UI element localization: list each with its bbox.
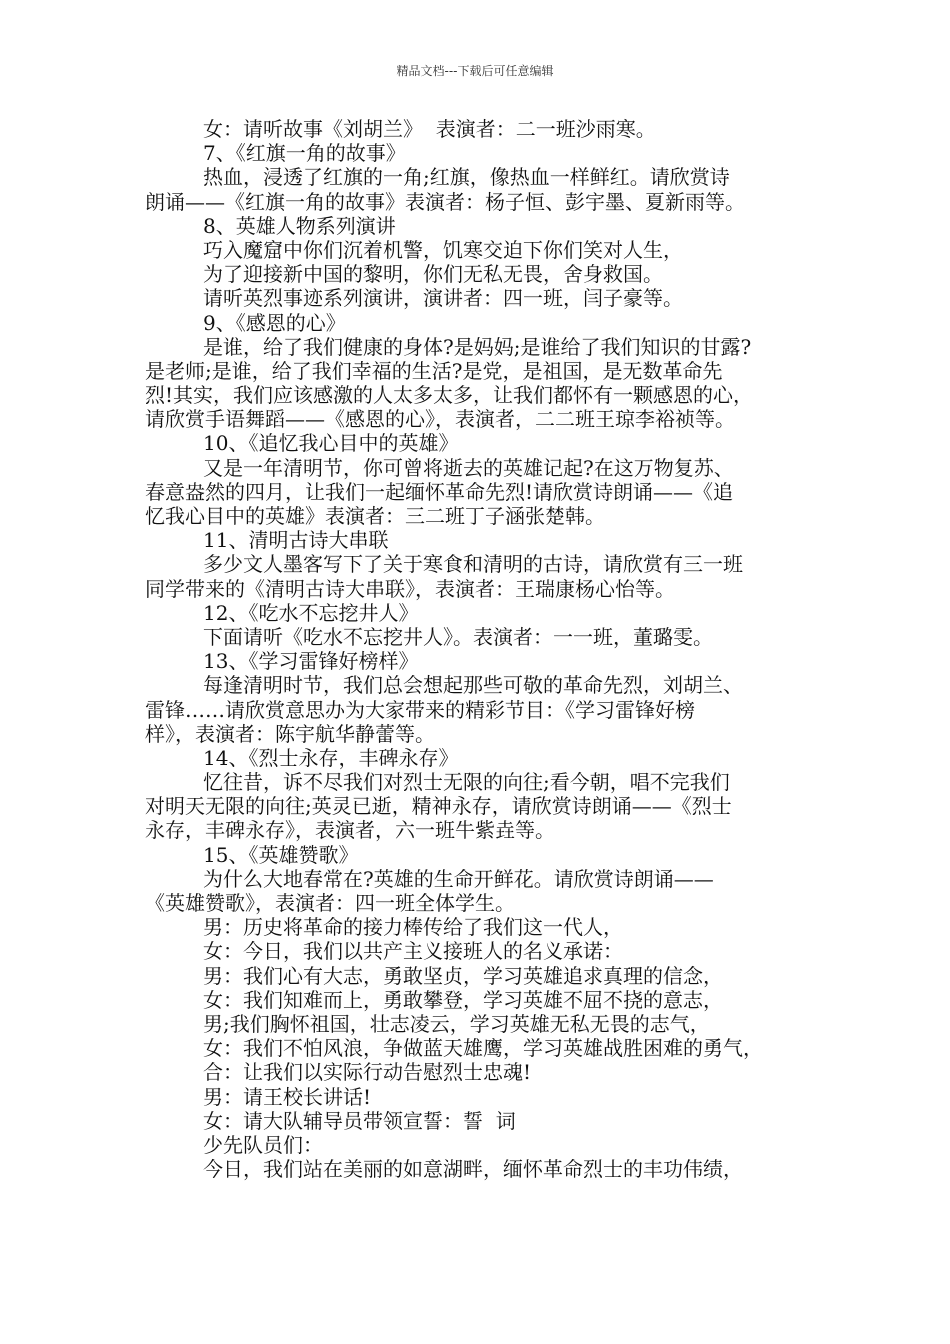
text-line: 又是一年清明节，你可曾将逝去的英雄记起?在这万物复苏、 bbox=[203, 455, 734, 480]
page-header: 精品文档---下载后可任意编辑 bbox=[396, 64, 554, 78]
text-line: 合：让我们以实际行动告慰烈士忠魂! bbox=[203, 1060, 532, 1085]
text-line: 12、《吃水不忘挖井人》 bbox=[203, 600, 419, 625]
text-line: 8、英雄人物系列演讲 bbox=[203, 213, 396, 238]
text-line: 女：请听故事《刘胡兰》 表演者：二一班沙雨寒。 bbox=[203, 117, 656, 141]
text-line: 少先队员们： bbox=[203, 1132, 323, 1157]
text-line: 9、《感恩的心》 bbox=[203, 310, 346, 335]
text-line: 女：请大队辅导员带领宣誓：誓 词 bbox=[203, 1108, 516, 1133]
text-line: 《英雄赞歌》，表演者：四一班全体学生。 bbox=[145, 891, 515, 915]
text-line: 同学带来的《清明古诗大串联》，表演者：王瑞康杨心怡等。 bbox=[145, 576, 675, 601]
text-line: 是老师;是谁，给了我们幸福的生活?是党，是祖国，是无数革命先 bbox=[145, 358, 723, 383]
document-body bbox=[145, 117, 825, 1181]
text-line: 忆往昔，诉不尽我们对烈士无限的向往;看今朝，唱不完我们 bbox=[203, 770, 730, 795]
text-line: 请欣赏手语舞蹈——《感恩的心》，表演者，二二班王琼李裕祯等。 bbox=[145, 407, 735, 432]
text-line: 多少文人墨客写下了关于寒食和清明的古诗，请欣赏有三一班 bbox=[203, 552, 743, 577]
text-line: 女：我们不怕风浪，争做蓝天雄鹰，学习英雄战胜困难的勇气， bbox=[203, 1036, 763, 1061]
text-line: 7、《红旗一角的故事》 bbox=[203, 141, 406, 166]
text-line: 男：我们心有大志，勇敢坚贞，学习英雄追求真理的信念， bbox=[203, 963, 723, 988]
text-line: 男;我们胸怀祖国，壮志凌云，学习英雄无私无畏的志气， bbox=[203, 1011, 710, 1036]
text-line: 对明天无限的向往;英灵已逝，精神永存，请欣赏诗朗诵——《烈士 bbox=[145, 794, 732, 819]
text-line: 每逢清明时节，我们总会想起那些可敬的革命先烈，刘胡兰、 bbox=[203, 673, 743, 698]
text-line: 11、清明古诗大串联 bbox=[203, 528, 389, 553]
text-line: 男：请王校长讲话! bbox=[203, 1084, 372, 1109]
text-line: 请听英烈事迹系列演讲，演讲者：四一班，闫子豪等。 bbox=[203, 286, 683, 311]
text-line: 今日，我们站在美丽的如意湖畔，缅怀革命烈士的丰功伟绩， bbox=[203, 1157, 743, 1182]
text-line: 女：我们知难而上，勇敢攀登，学习英雄不屈不挠的意志， bbox=[203, 987, 723, 1012]
text-line: 朗诵——《红旗一角的故事》表演者：杨子恒、彭宇墨、夏新雨等。 bbox=[145, 189, 745, 214]
text-line: 热血，浸透了红旗的一角;红旗，像热血一样鲜红。请欣赏诗 bbox=[203, 165, 730, 190]
text-line: 是谁，给了我们健康的身体?是妈妈;是谁给了我们知识的甘露? bbox=[203, 334, 752, 359]
text-line: 样》，表演者：陈宇航华静蕾等。 bbox=[145, 721, 435, 746]
text-line: 10、《追忆我心目中的英雄》 bbox=[203, 431, 459, 456]
text-line: 永存，丰碑永存》，表演者，六一班牛紫垚等。 bbox=[145, 818, 555, 843]
text-line: 男：历史将革命的接力棒传给了我们这一代人， bbox=[203, 915, 623, 940]
text-line: 雷锋……请欣赏意思办为大家带来的精彩节目：《学习雷锋好榜 bbox=[145, 697, 695, 722]
text-line: 15、《英雄赞歌》 bbox=[203, 842, 359, 867]
text-line: 忆我心目中的英雄》表演者：三二班丁子涵张楚韩。 bbox=[145, 504, 605, 528]
text-line: 为了迎接新中国的黎明，你们无私无畏，舍身救国。 bbox=[203, 262, 663, 287]
text-line: 巧入魔窟中你们沉着机警，饥寒交迫下你们笑对人生， bbox=[203, 237, 683, 262]
text-line: 14、《烈士永存，丰碑永存》 bbox=[203, 745, 459, 770]
text-line: 下面请听《吃水不忘挖井人》。表演者：一一班，董璐雯。 bbox=[203, 624, 713, 649]
text-line: 13、《学习雷锋好榜样》 bbox=[203, 649, 419, 674]
text-line: 女：今日，我们以共产主义接班人的名义承诺： bbox=[203, 939, 623, 964]
text-line: 春意盎然的四月，让我们一起缅怀革命先烈!请欣赏诗朗诵——《追 bbox=[145, 479, 734, 504]
text-line: 为什么大地春常在?英雄的生命开鲜花。请欣赏诗朗诵—— bbox=[203, 866, 714, 891]
text-line: 烈!其实，我们应该感激的人太多太多，让我们都怀有一颗感恩的心， bbox=[145, 383, 754, 408]
